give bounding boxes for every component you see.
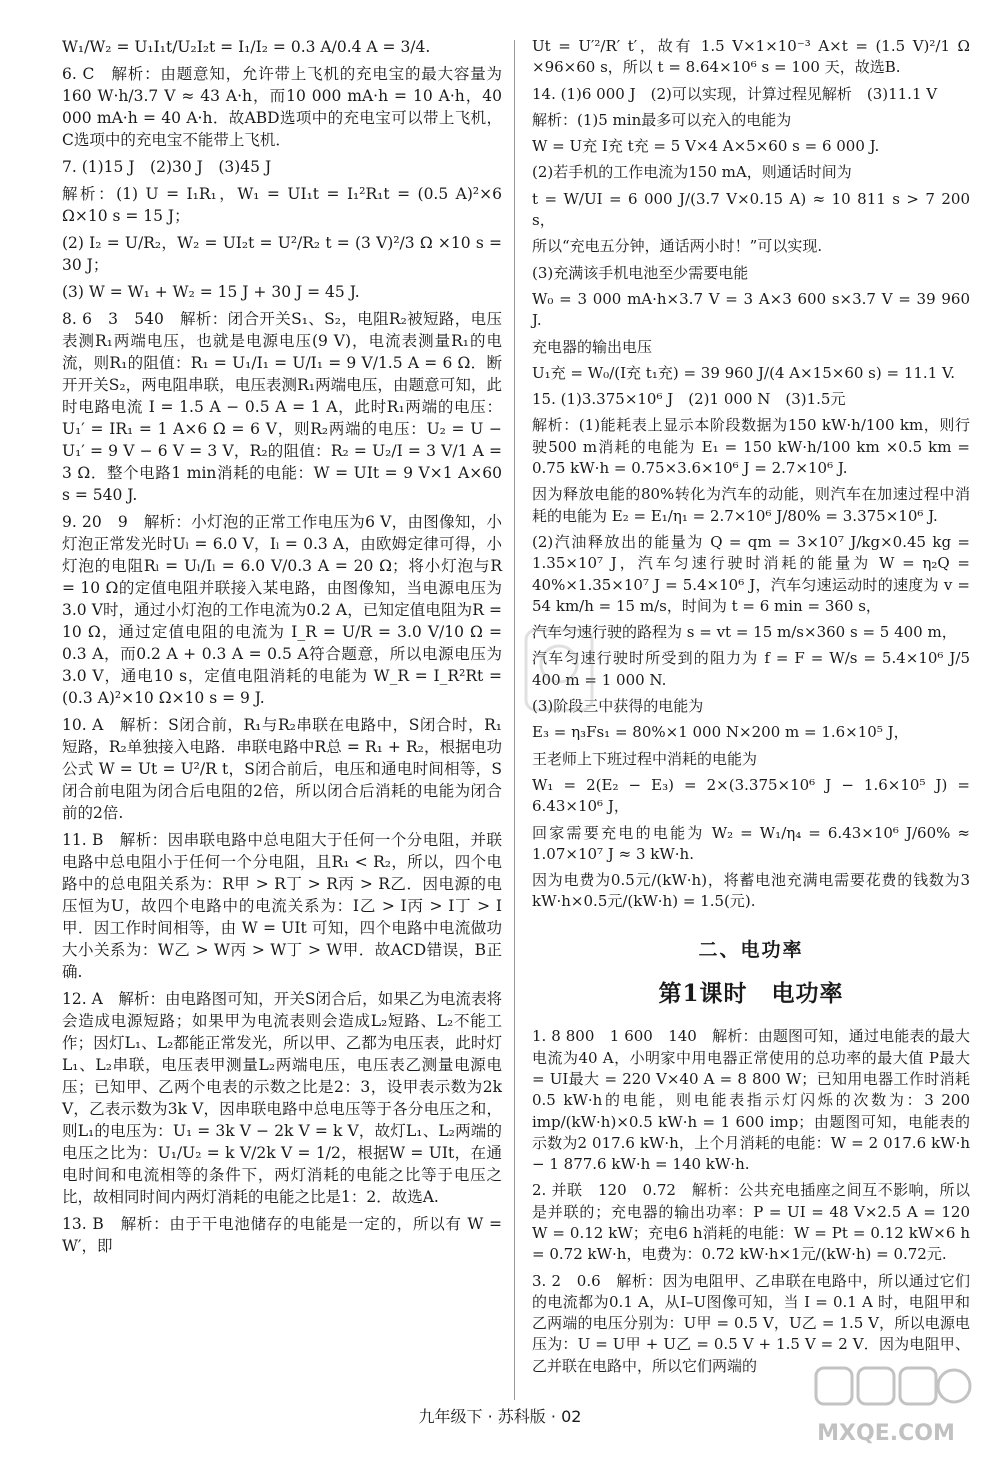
left-column-paragraph: 11. B 解析：因串联电路中总电阻大于任何一个分电阻，并联电路中总电阻小于任何一个分电阻，且R₁ < R₂，所以，四个电路中的总电阻关系为：R甲 > R丁 > R丙 > R乙．因电源的电压恒为U，故四个电路中的电流关系为：I乙 > I丙 > I丁 > I甲．因工作时间相等，由 W = UIt 可知，四个电路中电流做功大小关系为：W乙 > W丙 > W丁 > W甲．故ACD错误，B正确. [62, 831, 502, 981]
right-column-answers [532, 36, 975, 913]
right-column-paragraph: (2)汽油释放出的能量为 Q = qm = 3×10⁷ J/kg×0.45 kg = 1.35×10⁷ J，汽车匀速行驶时消耗的能量为 W = η₂Q = 40%×1.35×10⁷ J = 5.4×10⁶ J，汽车匀速运动时的速度为 v = 54 km/h = 15 m/s，时间为 t = 6 min = 360 s， [532, 532, 975, 615]
right-column-paragraph: (2)若手机的工作电流为150 mA，则通话时间为 [532, 163, 852, 182]
right-column-paragraph: W₀ = 3 000 mA·h×3.7 V = 3 A×3 600 s×3.7 V = 39 960 J. [532, 289, 975, 330]
right-column-paragraph: (3)阶段三中获得的电能为 [532, 697, 704, 716]
left-column-paragraph: 12. A 解析：由电路图可知，开关S闭合后，如果乙为电流表将会造成电源短路；如果甲为电流表则会造成L₂短路、L₂不能工作；因灯L₁、L₂都能正常发光，所以甲、乙都为电压表，此时灯L₁、L₂串联，电压表甲测量L₂两端电压，电压表乙测量电源电压；已知甲、乙两个电表的示数之比是2：3，设甲表示数为2k V，乙表示数为3k V，因串联电路中总电压等于各分电压之和，则L₁的电压为：U₁ = 3k V − 2k V = k V，故灯L₁、L₂两端的电压之比为：U₁/U₂ = k V/2k V = 1/2，根据W = UIt，在通电时间和电流相等的条件下，两灯消耗的电能之比等于电压之比，故相同时间内两灯消耗的电能之比是1：2．故选A. [62, 990, 507, 1206]
column-divider [514, 40, 515, 1400]
answer-site-watermark-logo [796, 1362, 976, 1452]
right-column-paragraph: 王老师上下班过程中消耗的电能为 [532, 749, 758, 768]
right-column-paragraph: U₁充 = W₀/(I充 t₁充) = 39 960 J/(4 A×15×60 s) = 11.1 V. [532, 363, 955, 382]
left-column [62, 36, 507, 1262]
left-column-paragraph: (2) I₂ = U/R₂，W₂ = UI₂t = U²/R₂ t = (3 V)²/3 Ω ×10 s = 30 J； [62, 234, 507, 274]
right-column-paragraph: (3)充满该手机电池至少需要电能 [532, 263, 749, 282]
page-footer: 九年级下 · 苏科版 · 02 [418, 1407, 582, 1426]
right-column-paragraph: 因为电费为0.5元/(kW·h)，将蓄电池充满电需要花费的钱数为3 kW·h×0.5元/(kW·h) = 1.5(元). [532, 871, 975, 911]
left-column-paragraph: 8. 6 3 540 解析：闭合开关S₁、S₂，电阻R₂被短路，电压表测R₁两端电压，也就是电源电压(9 V)，电流表测量R₁的电流，则R₁的阻值：R₁ = U₁/I₁ = U/I₁ = 9 V/1.5 A = 6 Ω．断开开关S₂，两电阻串联，电压表测R₁两端电压，由题意可知，此时电路电流 I = 1.5 A − 0.5 A = 1 A，此时R₁两端的电压：U₁′ = IR₁ = 1 A×6 Ω = 6 V，则R₂两端的电压：U₂ = U − U₁′ = 9 V − 6 V = 3 V，R₂的阻值：R₂ = U₂/I = 3 V/1 A = 3 Ω．整个电路1 min消耗的电能：W = UIt = 9 V×1 A×60 s = 540 J. [62, 310, 507, 504]
right-column-paragraph: W₁ = 2(E₂ − E₃) = 2×(3.375×10⁶ J − 1.6×10⁵ J) = 6.43×10⁶ J， [532, 775, 975, 816]
right-column-paragraph: 汽车匀速行驶的路程为 s = vt = 15 m/s×360 s = 5 400 m， [532, 623, 957, 642]
left-column-paragraph: 9. 20 9 解析：小灯泡的正常工作电压为6 V，由图像知，小灯泡正常发光时Uₗ = 6.0 V，Iₗ = 0.3 A，由欧姆定律可得，小灯泡的电阻Rₗ = Uₗ/Iₗ = 6.0 V/0.3 A = 20 Ω；将小灯泡与R = 10 Ω的定值电阻并联接入某电路，由图像知，当电源电压为3.0 V时，通过小灯泡的工作电流为0.2 A，已知定值电阻为R = 10 Ω，通过定值电阻的电流为 I_R = U/R = 3.0 V/10 Ω = 0.3 A，而0.2 A + 0.3 A = 0.5 A符合题意，所以电源电压为3.0 V，通电10 s，定值电阻消耗的电能为 W_R = I_R²Rt = (0.3 A)²×10 Ω×10 s = 9 J. [62, 513, 507, 707]
left-column-paragraph: 10. A 解析：S闭合前，R₁与R₂串联在电路中，S闭合时，R₁短路，R₂单独接入电路．串联电路中R总 = R₁ + R₂，根据电功公式 W = Ut = U²/R t，S闭合前后，电压和通电时间相等，S闭合前电阻为闭合后电阻的2倍，所以闭合后消耗的电能为闭合前的2倍. [62, 716, 502, 822]
section-heading: 二、电功率 [698, 938, 804, 961]
right-column-after-paragraph: 1. 8 800 1 600 140 解析：由题图可知，通过电能表的最大电流为40 A，小明家中用电器正常使用的总功率的最大值 P最大 = UI最大 = 220 V×40 A = 8 800 W；已知用电器工作时消耗0.5 kW·h的电能，则电能表指示灯闪烁的次数为：3 200 imp/(kW·h)×0.5 kW·h = 1 600 imp；由题图可知，电能表的示数为2 017.6 kW·h，上个月消耗的电能：W = 2 017.6 kW·h − 1 877.6 kW·h = 140 kW·h. [532, 1027, 975, 1174]
left-column-paragraph: 13. B 解析：由于干电池储存的电能是一定的，所以有 W = W′，即 [62, 1215, 507, 1255]
left-column-paragraph: (3) W = W₁ + W₂ = 15 J + 30 J = 45 J. [62, 283, 360, 301]
right-column-paragraph: 回家需要充电的电能为 W₂ = W₁/η₄ = 6.43×10⁶ J/60% ≈ 1.07×10⁷ J ≈ 3 kW·h. [532, 823, 975, 863]
left-column-paragraph: 解析：(1) U = I₁R₁，W₁ = UI₁t = I₁²R₁t = (0.5 A)²×6 Ω×10 s = 15 J； [62, 185, 507, 225]
left-column-paragraph: 6. C 解析：由题意知，允许带上飞机的充电宝的最大容量为 160 W·h/3.7 V ≈ 43 A·h，而10 000 mA·h = 10 A·h，40 000 mA·h = 40 A·h．故ABD选项中的充电宝可以带上飞机，C选项中的充电宝不能带上飞机． [62, 65, 507, 149]
right-column-paragraph: 汽车匀速行驶时所受到的阻力为 f = F = W/s = 5.4×10⁶ J/5 400 m = 1 000 N. [532, 649, 975, 689]
left-column-paragraph: 7. (1)15 J (2)30 J (3)45 J [62, 158, 272, 176]
right-column-paragraph: 14. (1)6 000 J (2)可以实现，计算过程见解析 (3)11.1 V [532, 84, 938, 103]
right-column-paragraph: E₃ = η₃Fs₁ = 80%×1 000 N×200 m = 1.6×10⁵ J， [532, 723, 909, 742]
left-column-paragraph: W₁/W₂ = U₁I₁t/U₂I₂t = I₁/I₂ = 0.3 A/0.4 A = 3/4. [62, 38, 431, 56]
school-stamp-watermark [520, 620, 598, 730]
right-column-paragraph: t = W/UI = 6 000 J/(3.7 V×0.15 A) ≈ 10 811 s > 7 200 s， [532, 189, 975, 230]
right-column-paragraph: 解析：(1)5 min最多可以充入的电能为 [532, 110, 792, 129]
lesson-heading: 第1课时 电功率 [658, 979, 844, 1007]
right-column-paragraph: 所以“充电五分钟，通话两小时！”可以实现. [532, 237, 823, 256]
right-column-after-paragraph: 2. 并联 120 0.72 解析：公共充电插座之间互不影响，所以是并联的；充电器的输出功率：P = UI = 48 V×2.5 A = 120 W = 0.12 kW；充电6 h消耗的电能：W = Pt = 0.12 kW×6 h = 0.72 kW·h，电费为：0.72 kW·h×1元/(kW·h) = 0.72元. [532, 1181, 975, 1264]
right-column-paragraph: 充电器的输出电压 [532, 337, 653, 356]
right-column-paragraph: 15. (1)3.375×10⁶ J (2)1 000 N (3)1.5元 [532, 390, 846, 409]
right-column-paragraph: Ut = U′²/R′ t′，故有 1.5 V×1×10⁻³ A×t = (1.5 V)²/1 Ω ×96×60 s，所以 t = 8.64×10⁶ s = 100 天，故选B. [532, 37, 975, 77]
watermark-text: MXQE.COM [817, 1421, 955, 1446]
right-column-lesson-answers [532, 1026, 975, 1377]
right-column-paragraph: 因为释放电能的80%转化为汽车的动能，则汽车在加速过程中消耗的电能为 E₂ = E₁/η₁ = 2.7×10⁶ J/80% = 3.375×10⁶ J. [532, 485, 970, 525]
right-column-paragraph: W = U充 I充 t充 = 5 V×4 A×5×60 s = 6 000 J. [532, 137, 880, 156]
right-column-after-paragraph: 3. 2 0.6 解析：因为电阻甲、乙串联在电路中，所以通过它们的电流都为0.1 A，从I–U图像可知，当 I = 0.1 A 时，电阻甲和乙两端的电压分别为：U甲 = 0.5 V，U乙 = 1.5 V，所以电源电压为：U = U甲 + U乙 = 0.5 V + 1.5 V = 2 V．因为电阻甲、乙并联在电路中，所以它们两端的 [532, 1271, 970, 1375]
right-column-paragraph: 解析：(1)能耗表上显示本阶段数据为150 kW·h/100 km，则行驶500 m消耗的电能为 E₁ = 150 kW·h/100 km ×0.5 km = 0.75 kW·h = 0.75×3.6×10⁶ J = 2.7×10⁶ J. [532, 416, 975, 478]
